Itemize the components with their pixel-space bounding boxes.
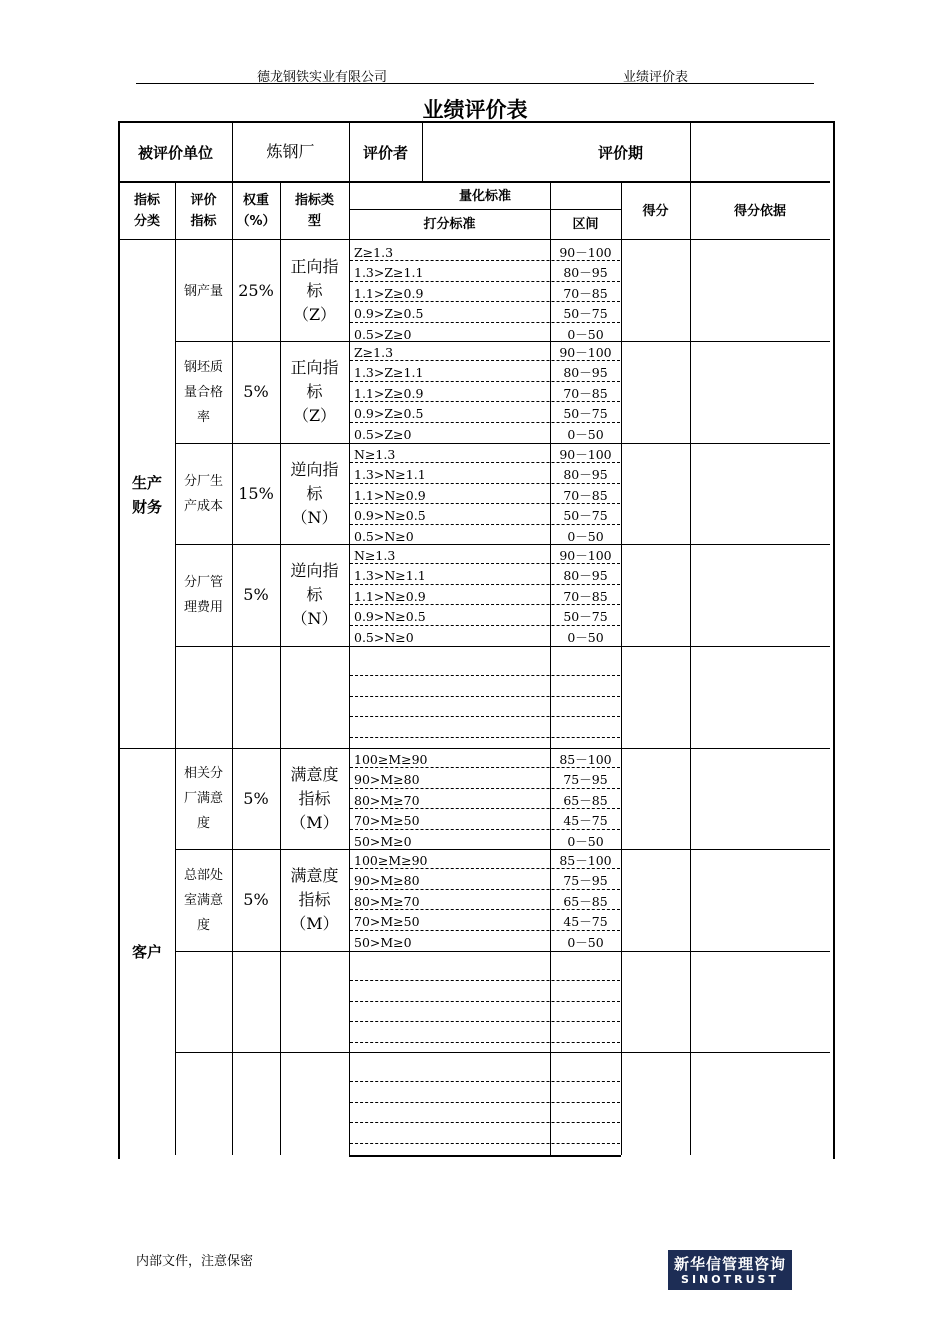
criteria-range: 75－95: [563, 772, 608, 788]
header-mid-rule: [349, 209, 621, 210]
cell-line: 评价: [190, 193, 217, 208]
cell-line: （Z）: [292, 406, 337, 425]
criteria-line: [350, 284, 620, 304]
criteria-block: [350, 963, 620, 1045]
criteria-condition: 1.3>N≥1.1: [354, 467, 426, 483]
basis-cell: [690, 443, 830, 544]
criteria-condition: 50>M≥0: [354, 934, 412, 950]
criteria-condition: 80>M≥70: [354, 893, 420, 909]
basis-cell: [690, 849, 830, 951]
criteria-line: [350, 546, 620, 566]
col-category: [119, 183, 175, 239]
criteria-range: 80－95: [563, 265, 608, 281]
col-scoring: 打分标准: [423, 216, 476, 232]
criteria-range: 0－50: [567, 426, 604, 442]
cell-line: 指标: [133, 193, 160, 208]
criteria-line: [350, 445, 620, 465]
info-divider: [349, 123, 350, 181]
cell-line: 型: [307, 214, 321, 229]
cell-line: 标: [306, 382, 323, 401]
header-company: 德龙钢铁实业有限公司: [257, 70, 388, 85]
criteria-condition: 0.5>Z≥0: [354, 426, 412, 442]
criteria-line: [350, 243, 620, 263]
criteria-block: [350, 658, 620, 740]
logo-en: SINOTRUST: [681, 1273, 779, 1286]
criteria-condition: 100≥M≥90: [354, 752, 428, 767]
unit-value: 炼钢厂: [266, 142, 315, 161]
criteria-range: 90－100: [559, 345, 612, 360]
indicator-cell: [175, 849, 232, 951]
criteria-line: [350, 527, 620, 547]
cell-line: 指标: [190, 214, 217, 229]
cell-line: 标: [306, 281, 323, 300]
criteria-range: 45－75: [563, 914, 608, 930]
criteria-line: [350, 628, 620, 648]
cell-line: 财务: [131, 497, 162, 516]
cell-line: 相关分: [183, 766, 223, 781]
criteria-line: [350, 832, 620, 852]
cell-line: 指标: [298, 788, 331, 808]
criteria-range: 50－75: [563, 406, 608, 422]
type-cell: [280, 646, 349, 748]
criteria-condition: 70>M≥50: [354, 813, 420, 829]
score-cell: [621, 849, 690, 951]
weight-cell: [232, 951, 280, 1052]
criteria-line: [350, 678, 620, 698]
criteria-line: [350, 912, 620, 932]
cell-line: 总部处: [183, 867, 223, 883]
criteria-line: [350, 1084, 620, 1104]
type-cell: [280, 241, 349, 341]
cell-line: 满意度: [290, 764, 339, 784]
criteria-line: [350, 363, 620, 383]
criteria-range: 90－100: [559, 447, 612, 462]
criteria-line: [350, 587, 620, 607]
period-value: [690, 123, 830, 181]
sinotrust-logo: [668, 1250, 792, 1290]
criteria-range: 0－50: [567, 326, 604, 342]
criteria-line: [350, 1004, 620, 1024]
criteria-line: [350, 566, 620, 586]
col-basis: 得分依据: [733, 203, 786, 219]
col-type: [280, 183, 349, 239]
score-cell: [621, 1052, 690, 1155]
criteria-line: [350, 325, 620, 345]
weight-cell: [232, 646, 280, 748]
type-cell: [280, 1052, 349, 1155]
criteria-line: [350, 892, 620, 912]
criteria-condition: 1.3>N≥1.1: [354, 568, 426, 584]
criteria-condition: 70>M≥50: [354, 914, 420, 930]
cell-line: 生产: [131, 473, 162, 492]
indicator-cell: [175, 1052, 232, 1155]
criteria-line: [350, 343, 620, 363]
header-rule: [136, 83, 814, 84]
page-title: 业绩评价表: [422, 97, 528, 122]
criteria-line: [350, 933, 620, 953]
criteria-range: 45－75: [563, 813, 608, 829]
criteria-line: [350, 963, 620, 983]
footer-note: 内部文件，注意保密: [136, 1254, 254, 1269]
cell-line: 钢产量: [183, 283, 223, 299]
indicator-cell: [175, 748, 232, 849]
criteria-condition: 0.9>Z≥0.5: [354, 406, 424, 422]
criteria-line: [350, 465, 620, 485]
criteria-range: 80－95: [563, 467, 608, 483]
info-divider: [690, 123, 691, 181]
basis-cell: [690, 748, 830, 849]
cell-line: （Z）: [292, 305, 337, 324]
criteria-line: [350, 871, 620, 891]
score-cell: [621, 951, 690, 1052]
criteria-line: [350, 1125, 620, 1145]
basis-cell: [690, 544, 830, 646]
cell-line: 理费用: [183, 600, 223, 615]
criteria-line: [350, 304, 620, 324]
group-production-finance: [119, 241, 175, 748]
period-label: 评价期: [597, 143, 643, 162]
type-cell: [280, 341, 349, 443]
criteria-line: [350, 1024, 620, 1044]
cell-line: 钢坯质: [183, 359, 223, 375]
criteria-line: [350, 791, 620, 811]
indicator-cell: [175, 646, 232, 748]
score-cell: [621, 544, 690, 646]
criteria-range: 65－85: [563, 893, 608, 909]
criteria-condition: 1.3>Z≥1.1: [354, 265, 424, 281]
type-cell: [280, 443, 349, 544]
criteria-condition: 1.1>N≥0.9: [354, 487, 426, 503]
criteria-block: [350, 243, 620, 345]
criteria-line: [350, 770, 620, 790]
criteria-condition: 1.3>Z≥1.1: [354, 365, 424, 381]
criteria-condition: 1.1>N≥0.9: [354, 588, 426, 604]
criteria-condition: 1.1>Z≥0.9: [354, 285, 424, 301]
criteria-range: 85－100: [559, 853, 612, 868]
cell-line: 权重: [242, 193, 269, 208]
criteria-range: 75－95: [563, 873, 608, 889]
indicator-cell: [175, 443, 232, 544]
criteria-condition: N≥1.3: [354, 548, 396, 563]
cell-line: 逆向指: [290, 561, 339, 580]
criteria-range: 0－50: [567, 528, 604, 544]
criteria-block: [350, 343, 620, 445]
score-cell: [621, 341, 690, 443]
criteria-block: [350, 750, 620, 852]
type-cell: [280, 951, 349, 1052]
criteria-condition: Z≥1.3: [354, 345, 394, 360]
type-cell: [280, 544, 349, 646]
score-cell: [621, 443, 690, 544]
criteria-range: 70－85: [563, 487, 608, 503]
criteria-line: [350, 750, 620, 770]
criteria-line: [350, 506, 620, 526]
weight-cell: 5%: [243, 788, 269, 808]
criteria-line: [350, 1064, 620, 1084]
weight-cell: 25%: [238, 281, 274, 300]
criteria-condition: Z≥1.3: [354, 245, 394, 260]
score-cell: [621, 241, 690, 341]
criteria-line: [350, 719, 620, 739]
cell-line: 率: [196, 409, 210, 425]
criteria-condition: 0.9>Z≥0.5: [354, 306, 424, 322]
criteria-range: 0－50: [567, 629, 604, 645]
cell-line: 分厂管: [183, 575, 223, 590]
criteria-condition: 50>M≥0: [354, 833, 412, 849]
criteria-condition: 0.5>Z≥0: [354, 326, 412, 342]
basis-cell: [690, 1052, 830, 1155]
criteria-range: 0－50: [567, 833, 604, 849]
criteria-line: [350, 404, 620, 424]
criteria-line: [350, 811, 620, 831]
evaluator-label: 评价者: [362, 143, 408, 162]
basis-cell: [690, 646, 830, 748]
criteria-bottom-rule: [349, 1155, 621, 1157]
cell-line: 正向指: [290, 257, 339, 276]
criteria-range: 50－75: [563, 609, 608, 625]
cell-line: 指标: [298, 890, 331, 909]
weight-cell: 5%: [243, 890, 269, 909]
col-score: 得分: [642, 203, 669, 219]
header-bottom-rule: [119, 239, 830, 240]
criteria-condition: N≥1.3: [354, 447, 396, 462]
col-weight: [232, 183, 280, 239]
cell-line: 满意度: [290, 866, 339, 885]
cell-line: 客户: [131, 943, 162, 961]
criteria-line: [350, 1105, 620, 1125]
criteria-range: 70－85: [563, 385, 608, 401]
cell-line: （N）: [291, 609, 338, 628]
unit-label: 被评价单位: [137, 143, 213, 162]
criteria-range: 80－95: [563, 365, 608, 381]
info-divider: [422, 123, 423, 181]
weight-cell: 15%: [238, 483, 274, 503]
score-cell: [621, 748, 690, 849]
cell-line: 厂满意: [183, 791, 223, 806]
criteria-range: 70－85: [563, 285, 608, 301]
type-cell: [280, 849, 349, 951]
criteria-range: 50－75: [563, 306, 608, 322]
criteria-line: [350, 658, 620, 678]
cell-line: 分类: [133, 214, 160, 229]
cell-line: （%）: [236, 214, 276, 229]
weight-cell: 5%: [243, 382, 269, 401]
cell-line: 正向指: [290, 358, 339, 377]
criteria-line: [350, 851, 620, 871]
criteria-line: [350, 607, 620, 627]
criteria-range: 0－50: [567, 934, 604, 950]
logo-cn: 新华信管理咨询: [673, 1255, 786, 1273]
criteria-block: [350, 445, 620, 547]
basis-cell: [690, 341, 830, 443]
info-divider: [232, 123, 233, 181]
evaluator-value: [422, 123, 551, 181]
cell-line: 度: [196, 816, 210, 831]
basis-cell: [690, 951, 830, 1052]
indicator-cell: [175, 951, 232, 1052]
criteria-line: [350, 699, 620, 719]
criteria-line: [350, 486, 620, 506]
cell-line: 标: [306, 585, 323, 604]
criteria-condition: 0.9>N≥0.5: [354, 609, 426, 625]
criteria-block: [350, 546, 620, 648]
basis-cell: [690, 241, 830, 341]
indicator-cell: [175, 341, 232, 443]
cell-line: 分厂生: [183, 473, 223, 489]
criteria-condition: 1.1>Z≥0.9: [354, 385, 424, 401]
col-quant: 量化标准: [458, 188, 511, 204]
cell-line: 逆向指: [290, 459, 339, 479]
criteria-range: 80－95: [563, 568, 608, 584]
criteria-condition: 0.5>N≥0: [354, 528, 414, 544]
criteria-condition: 0.9>N≥0.5: [354, 508, 426, 524]
criteria-condition: 80>M≥70: [354, 792, 420, 808]
cell-line: （M）: [290, 812, 339, 832]
criteria-line: [350, 425, 620, 445]
criteria-range: 50－75: [563, 508, 608, 524]
indicator-cell: [175, 544, 232, 646]
criteria-line: [350, 983, 620, 1003]
weight-cell: 5%: [243, 585, 269, 604]
col-range: 区间: [572, 216, 599, 232]
criteria-line: [350, 263, 620, 283]
criteria-condition: 90>M≥80: [354, 772, 420, 788]
group-customer: [119, 748, 175, 1155]
col-indicator: [175, 183, 232, 239]
cell-line: 指标类: [294, 193, 334, 208]
criteria-range: 65－85: [563, 792, 608, 808]
cell-line: 度: [196, 917, 210, 933]
cell-line: 量合格: [183, 384, 223, 400]
criteria-range: 85－100: [559, 752, 612, 767]
cell-line: （M）: [290, 914, 339, 933]
indicator-cell: [175, 241, 232, 341]
criteria-line: [350, 384, 620, 404]
criteria-condition: 0.5>N≥0: [354, 629, 414, 645]
score-cell: [621, 646, 690, 748]
header-doc-name: 业绩评价表: [623, 70, 689, 85]
weight-cell: [232, 1052, 280, 1155]
cell-line: （N）: [291, 507, 338, 527]
criteria-range: 90－100: [559, 245, 612, 260]
type-cell: [280, 748, 349, 849]
cell-line: 标: [306, 483, 323, 503]
criteria-block: [350, 1064, 620, 1146]
criteria-block: [350, 851, 620, 953]
cell-line: 产成本: [183, 498, 223, 514]
criteria-condition: 90>M≥80: [354, 873, 420, 889]
cell-line: 室满意: [183, 892, 223, 908]
criteria-condition: 100≥M≥90: [354, 853, 428, 868]
criteria-range: 70－85: [563, 588, 608, 604]
criteria-range: 90－100: [559, 548, 612, 563]
